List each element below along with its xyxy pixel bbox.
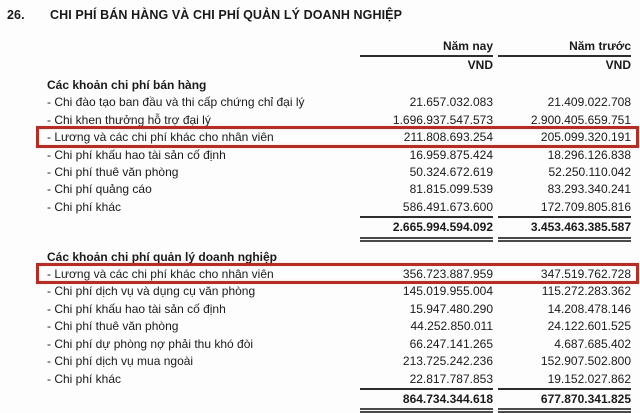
- total-current-year: 2.665.994.594.092: [360, 218, 493, 241]
- amount-current-year: 1.696.937.547.573: [392, 112, 493, 127]
- document-heading: [0, 0, 640, 22]
- table-row: [47, 199, 631, 218]
- amount-prior-year: 19.152.027.862: [498, 371, 631, 390]
- section-admin-expenses: [47, 249, 631, 413]
- amount-current-year: 66.247.141.265: [409, 336, 493, 351]
- amount-prior-year: 172.709.805.816: [498, 199, 631, 218]
- table-row: [47, 112, 631, 129]
- amount-prior-year: 14.208.478.146: [547, 301, 631, 316]
- column-header-prior-year: [498, 39, 631, 73]
- amount-current-year: 21.657.032.083: [409, 95, 493, 110]
- amount-prior-year: 2.900.405.659.751: [530, 112, 631, 127]
- expense-table: [47, 39, 631, 413]
- amount-prior-year: 18.296.126.838: [547, 147, 631, 162]
- total-prior-year: 677.870.341.825: [498, 390, 631, 413]
- prior-year-label: Năm trước: [498, 39, 631, 57]
- expense-label: - Lương và các chi phí khác cho nhân viên: [47, 267, 274, 282]
- table-row: [47, 283, 631, 300]
- section-total-row: [47, 218, 631, 241]
- table-column-headers: [47, 39, 631, 73]
- expense-label: - Chi phí thuê văn phòng: [47, 319, 179, 334]
- expense-label: - Chi phí khấu hao tài sản cố định: [47, 301, 226, 316]
- column-header-current-year: [360, 39, 493, 73]
- amount-prior-year: 347.519.762.728: [540, 267, 631, 282]
- amount-prior-year: 24.122.601.525: [547, 319, 631, 334]
- column-header-spacer: [47, 39, 355, 73]
- amount-current-year: 50.324.672.619: [409, 165, 493, 180]
- table-row: [47, 301, 631, 318]
- amount-prior-year: 205.099.320.191: [540, 130, 631, 145]
- expense-label: - Chi phí thuê văn phòng: [47, 165, 179, 180]
- expense-label: - Chi phí khấu hao tài sản cố định: [47, 147, 226, 162]
- table-row: [47, 318, 631, 335]
- amount-current-year: 586.491.673.600: [360, 199, 493, 218]
- amount-current-year: 211.808.693.254: [403, 130, 493, 145]
- amount-current-year: 22.817.787.853: [360, 371, 493, 390]
- total-prior-year: 3.453.463.385.587: [498, 218, 631, 241]
- amount-prior-year: 152.907.502.800: [540, 354, 631, 369]
- section-selling-expenses: [47, 77, 631, 242]
- prior-year-unit: VND: [605, 58, 631, 72]
- expense-label: - Chi đào tạo ban đầu và thi cấp chứng chỉ đại lý: [47, 95, 305, 110]
- total-current-year: 864.734.344.618: [360, 390, 493, 413]
- total-row-spacer: [47, 218, 355, 241]
- page-title: CHI PHÍ BÁN HÀNG VÀ CHI PHÍ QUẢN LÝ DOANH NGHIỆP: [50, 8, 403, 22]
- amount-current-year: 16.959.875.424: [409, 147, 493, 162]
- amount-prior-year: 83.293.340.241: [547, 182, 631, 197]
- table-row-highlighted: [47, 266, 631, 283]
- expense-label: - Chi phí khác: [47, 199, 122, 214]
- expense-label: - Chi khen thưởng hỗ trợ đại lý: [47, 112, 211, 127]
- expense-label: - Chi phí quảng cáo: [47, 182, 152, 197]
- section-total-row: [47, 390, 631, 413]
- expense-label: - Chi phí khác: [47, 371, 122, 386]
- note-number: 26.: [7, 8, 25, 22]
- table-row: [47, 181, 631, 198]
- current-year-unit: VND: [467, 58, 493, 72]
- section-title: Các khoản chi phí quản lý doanh nghiệp: [47, 249, 278, 264]
- table-row: [47, 164, 631, 181]
- amount-current-year: 81.815.099.539: [409, 182, 493, 197]
- expense-label: - Lương và các chi phí khác cho nhân viên: [47, 130, 274, 145]
- table-row-highlighted: [47, 129, 631, 146]
- amount-current-year: 145.019.955.004: [402, 284, 493, 299]
- total-row-spacer: [47, 390, 355, 413]
- amount-current-year: 356.723.887.959: [402, 267, 493, 282]
- table-row: [47, 336, 631, 353]
- expense-label: - Chi phí dự phòng nợ phải thu khó đòi: [47, 336, 254, 351]
- amount-current-year: 44.252.850.011: [410, 319, 493, 334]
- amount-current-year: 15.947.480.290: [409, 301, 493, 316]
- table-row: [47, 371, 631, 390]
- table-row: [47, 147, 631, 164]
- expense-label: - Chi phí dịch vụ mua ngoài: [47, 354, 194, 369]
- amount-current-year: 213.725.242.236: [402, 354, 493, 369]
- table-row: [47, 94, 631, 111]
- section-title: Các khoản chi phí bán hàng: [47, 78, 207, 92]
- amount-prior-year: 4.687.685.402: [554, 336, 631, 351]
- table-row: [47, 353, 631, 370]
- expense-label: - Chi phí dịch vụ và dụng cụ văn phòng: [47, 284, 256, 299]
- current-year-label: Năm nay: [360, 39, 493, 57]
- amount-prior-year: 52.250.110.042: [548, 165, 631, 180]
- amount-prior-year: 21.409.022.708: [547, 95, 631, 110]
- amount-prior-year: 115.272.283.362: [541, 284, 631, 299]
